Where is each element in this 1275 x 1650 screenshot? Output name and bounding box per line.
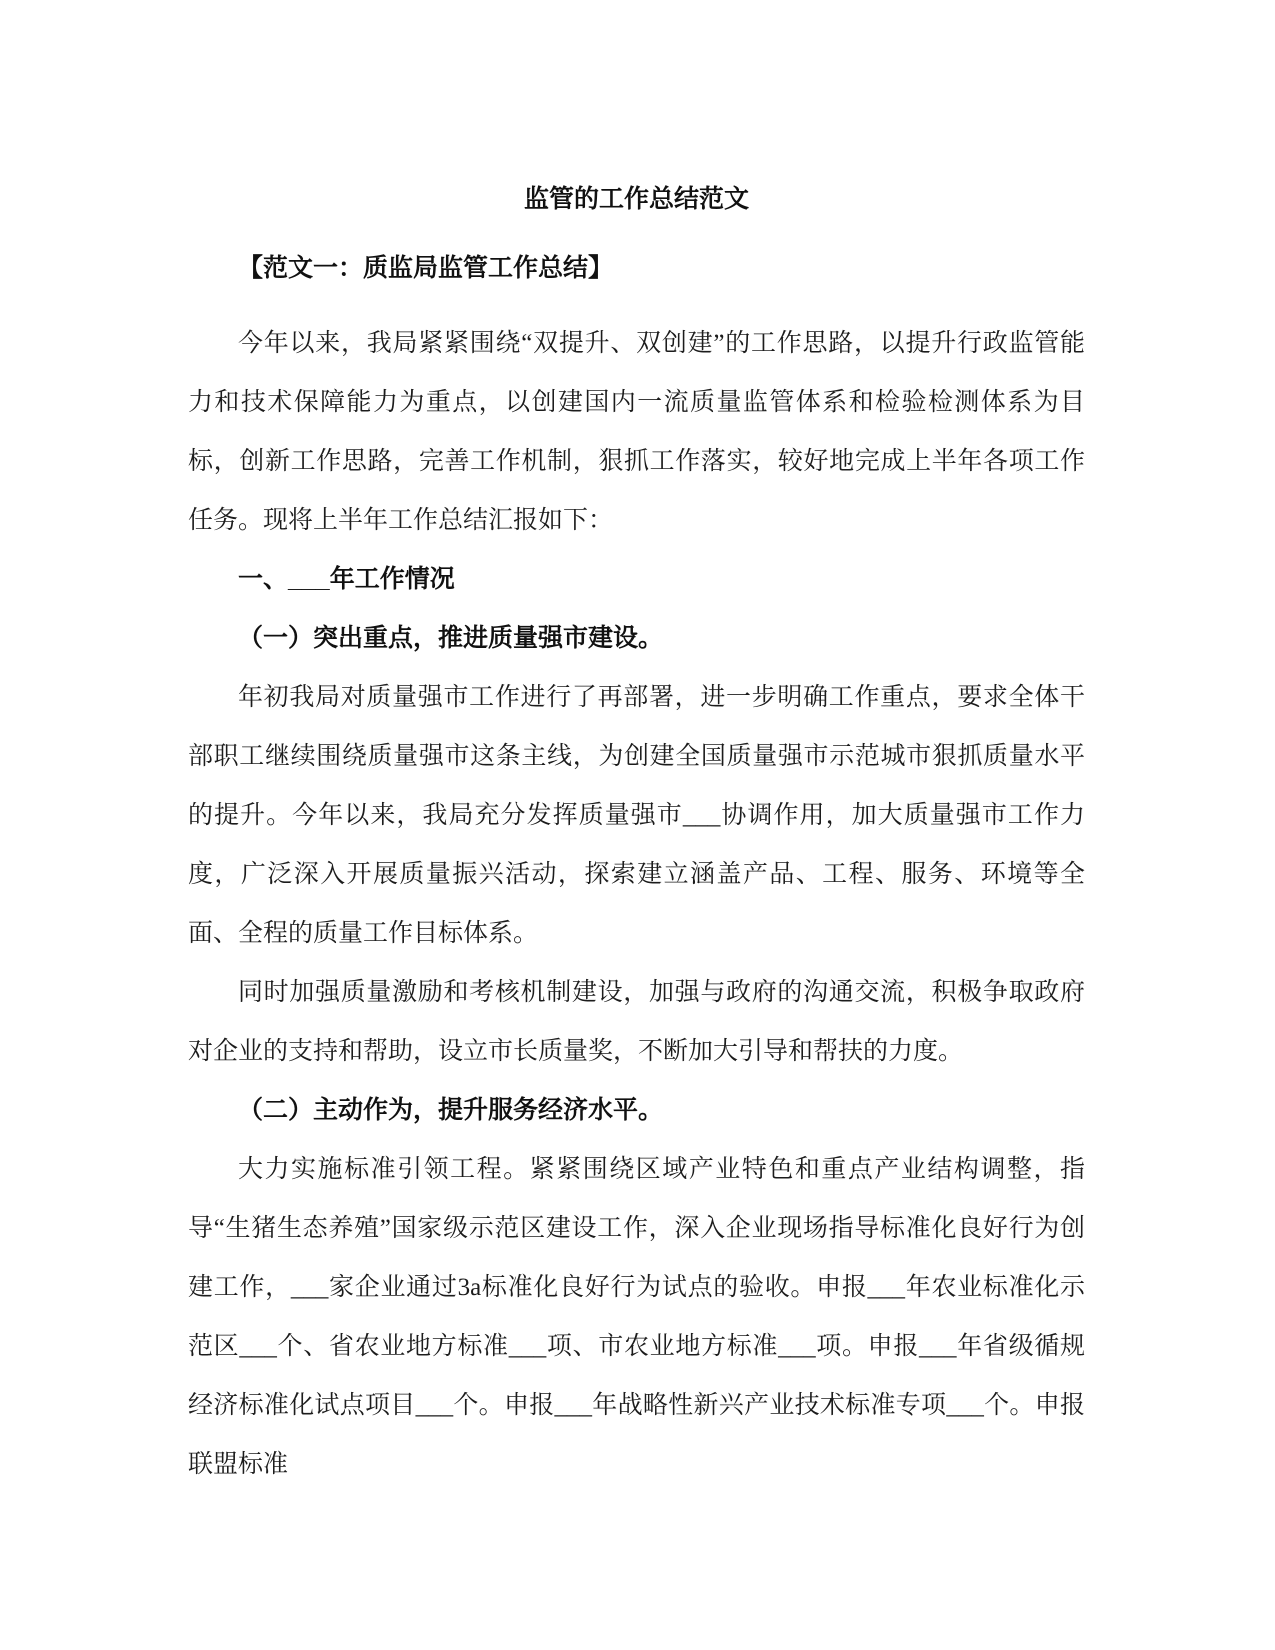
subsection-one-heading: （一）突出重点，推进质量强市建设。 (238, 624, 664, 652)
subsection-one-paragraph-1: 年初我局对质量强市工作进行了再部署，进一步明确工作重点，要求全体干部职工继续围绕质量强市这条主线，为创建全国质量强市示范城市狠抓质量水平的提升。今年以来，我局充分发挥质量强市___协调作用，加大质量强市工作力度，广泛深入开展质量振兴活动，探索建立涵盖产品、工程、服务、环境等全面、全程的质量工作目标体系。 (188, 684, 1085, 947)
section-one-heading: 一、___年工作情况 (238, 565, 455, 593)
document-title: 监管的工作总结范文 (523, 185, 749, 213)
sample-one-heading: 【范文一：质监局监管工作总结】 (238, 254, 614, 282)
subsection-two-heading: （二）主动作为，提升服务经济水平。 (238, 1096, 664, 1124)
subsection-one-paragraph-2: 同时加强质量激励和考核机制建设，加强与政府的沟通交流，积极争取政府对企业的支持和帮助，设立市长质量奖，不断加大引导和帮扶的力度。 (188, 979, 1085, 1065)
intro-paragraph: 今年以来，我局紧紧围绕“双提升、双创建”的工作思路，以提升行政监管能力和技术保障能力为重点，以创建国内一流质量监管体系和检验检测体系为目标，创新工作思路，完善工作机制，狠抓工作落实，较好地完成上半年各项工作任务。现将上半年工作总结汇报如下： (188, 330, 1085, 534)
subsection-two-paragraph-1: 大力实施标准引领工程。紧紧围绕区域产业特色和重点产业结构调整，指导“生猪生态养殖”国家级示范区建设工作，深入企业现场指导标准化良好行为创建工作，___家企业通过3a标准化良好行为试点的验收。申报___年农业标准化示范区___个、省农业地方标准___项、市农业地方标准___项。申报___年省级循规经济标准化试点项目___个。申报___年战略性新兴产业技术标准专项___个。申报联盟标准 (188, 1156, 1085, 1478)
